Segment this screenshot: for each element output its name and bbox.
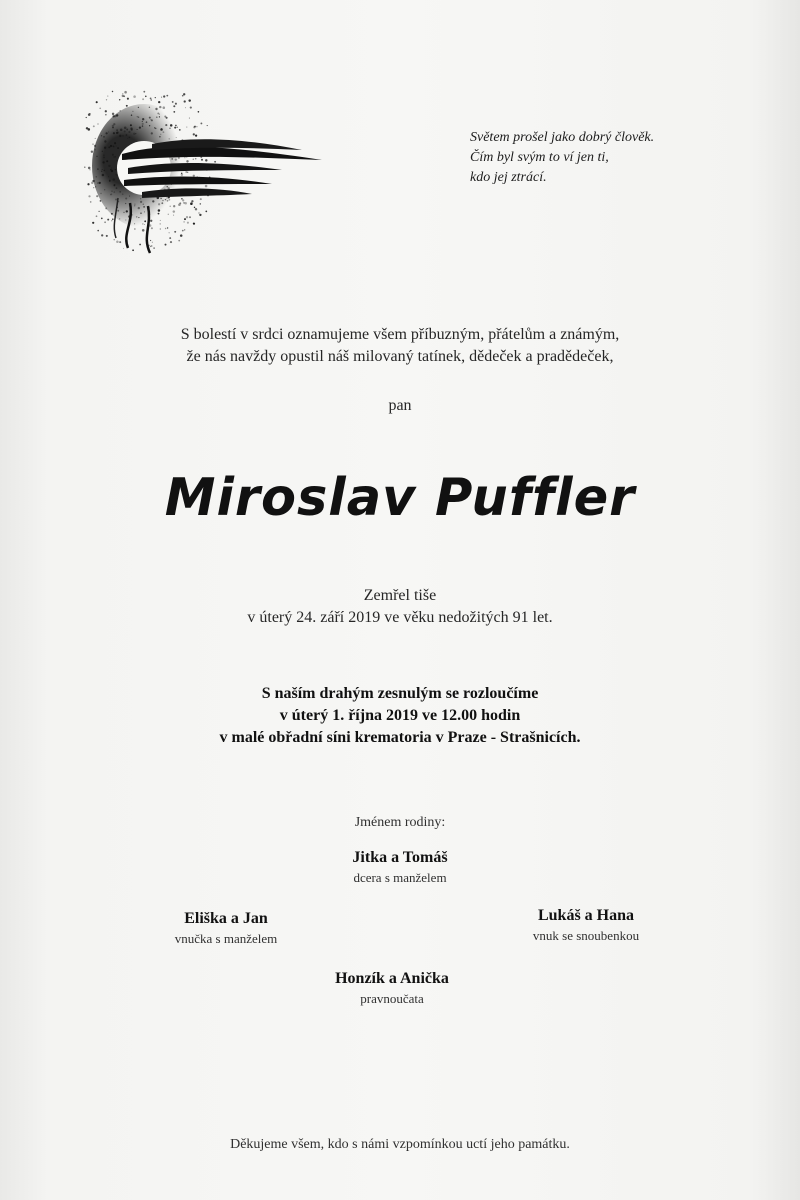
ceremony-details [0,683,800,749]
closing-thanks: Děkujeme všem, kdo s námi vzpomínkou uctí jeho památku. [230,1137,570,1152]
death-line: v úterý 24. září 2019 ve věku nedožitých 91 let. [247,609,553,626]
poem-line: kdo jej ztrácí. [470,170,547,185]
ceremony-line: S naším drahým zesnulým se rozloučíme [261,685,539,702]
family-member-relation: vnučka s manželem [174,931,278,946]
ceremony-line: v úterý 1. října 2019 ve 12.00 hodin [279,707,521,724]
announcement-line: S bolestí v srdci oznamujeme všem příbuzným, přátelům a známým, [180,326,620,343]
salutation: pan [388,397,412,414]
family-member [486,906,686,946]
sun-and-clouds-ornament-icon [82,88,332,258]
family-member-name: Lukáš a Hana [537,907,635,924]
deceased-name: Miroslav Puffler [164,468,636,528]
ceremony-line: v malé obřadní síni krematoria v Praze - Strašnicích. [219,729,581,746]
family-member-relation: vnuk se snoubenkou [532,928,640,943]
death-details [0,585,800,629]
death-line: Zemřel tiše [363,587,437,604]
poem-line: Světem prošel jako dobrý člověk. [470,130,655,145]
family-label: Jménem rodiny: [354,815,446,830]
family-member-relation: dcera s manželem [353,870,447,885]
family-member-name: Jitka a Tomáš [352,849,448,866]
family-member-relation: pravnoučata [360,991,424,1006]
family-member [126,909,326,949]
family-member [292,969,492,1009]
family-member-name: Eliška a Jan [184,910,268,927]
announcement-line: že nás navždy opustil náš milovaný tatínek, dědeček a pradědeček, [186,348,614,365]
memorial-poem [470,128,654,188]
announcement-text [0,324,800,368]
poem-line: Čím byl svým to ví jen ti, [470,150,609,165]
family-member [300,848,500,888]
family-member-name: Honzík a Anička [335,970,449,987]
